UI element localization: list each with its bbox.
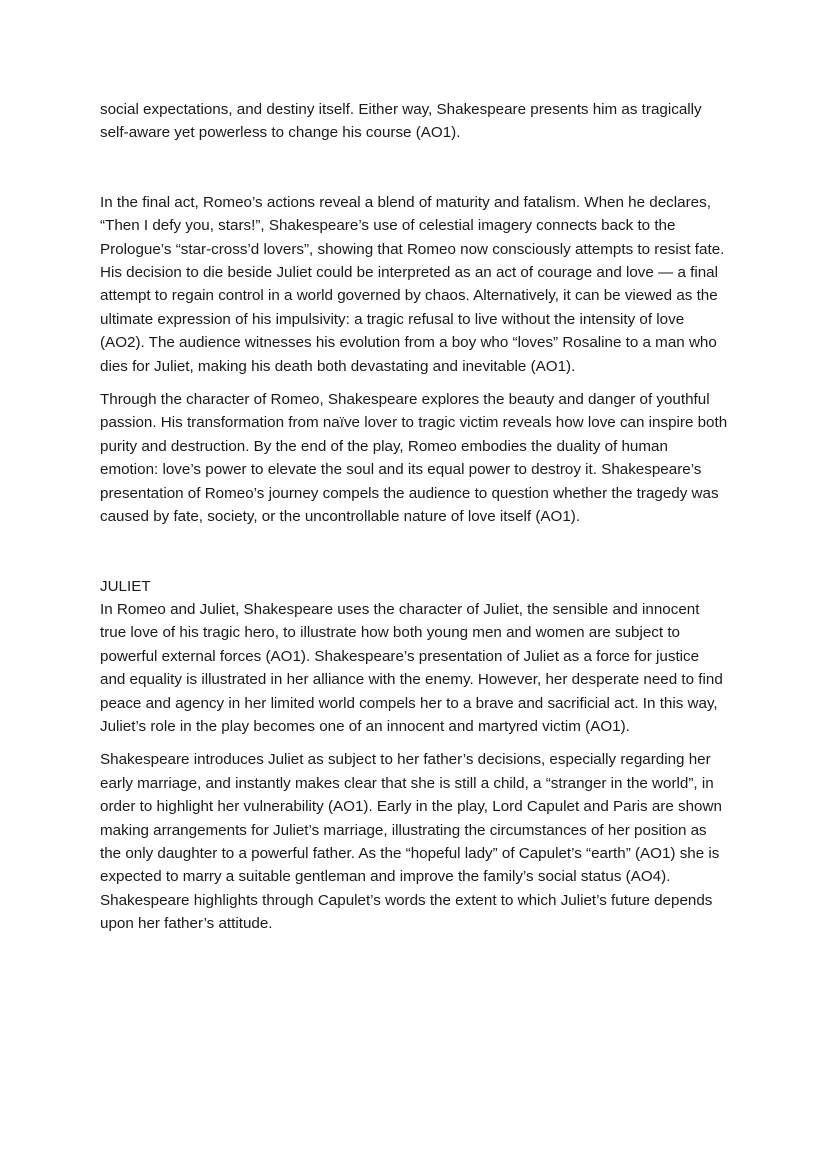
paragraph-romeo-final-act: In the final act, Romeo’s actions reveal a blend of maturity and fatalism. When he declares, “Then I defy you, stars!”, Shakespeare’s use of celestial imagery connects back to the Prologue’s “star-cross’d lovers”, showing that Romeo now consciously attempts to resist fate. His decision to die beside Juliet could be interpreted as an act of courage and love — a final attempt to regain control in a world governed by chaos. Alternatively, it can be viewed as the ultimate expression of his impulsivity: a tragic refusal to live without the intensity of love (AO2). The audience witnesses his evolution from a boy who “loves” Rosaline to a man who dies for Juliet, making his death both devastating and inevitable (AO1). (100, 193, 725, 375)
document-page (100, 98, 728, 936)
paragraph-juliet-father: Shakespeare introduces Juliet as subject to her father’s decisions, especially regarding her early marriage, and instantly makes clear that she is still a child, a “stranger in the world”, in order to highlight her vulnerability (AO1). Early in the play, Lord Capulet and Paris are shown making arrangements for Juliet’s marriage, illustrating the circumstances of her position as the only daughter to a powerful father. As the “hopeful lady” of Capulet’s “earth” (AO1) she is expected to marry a suitable gentleman and improve the family’s social status (AO4). Shakespeare highlights through Capulet’s words the extent to which Juliet’s future depends upon her father’s attitude. (100, 751, 722, 933)
section-heading-juliet: JULIET (100, 577, 151, 595)
paragraph-romeo-intro: social expectations, and destiny itself. Either way, Shakespeare presents him as tragically self-aware yet powerless to change his course (AO1). (100, 101, 702, 142)
paragraph-juliet-intro: In Romeo and Juliet, Shakespeare uses the character of Juliet, the sensible and innocent true love of his tragic hero, to illustrate how both young men and women are subject to powerful external forces (AO1). Shakespeare’s presentation of Juliet as a force for justice and equality is illustrated in her alliance with the enemy. However, her desperate need to find peace and agency in her limited world compels her to a brave and sacrificial act. In this way, Juliet’s role in the play becomes one of an innocent and martyred victim (AO1). (100, 600, 723, 735)
paragraph-romeo-conclusion: Through the character of Romeo, Shakespeare explores the beauty and danger of youthful passion. His transformation from naïve lover to tragic victim reveals how love can inspire both purity and destruction. By the end of the play, Romeo embodies the duality of human emotion: love’s power to elevate the soul and its equal power to destroy it. Shakespeare’s presentation of Romeo’s journey compels the audience to question whether the tragedy was caused by fate, society, or the uncontrollable nature of love itself (AO1). (100, 391, 728, 526)
